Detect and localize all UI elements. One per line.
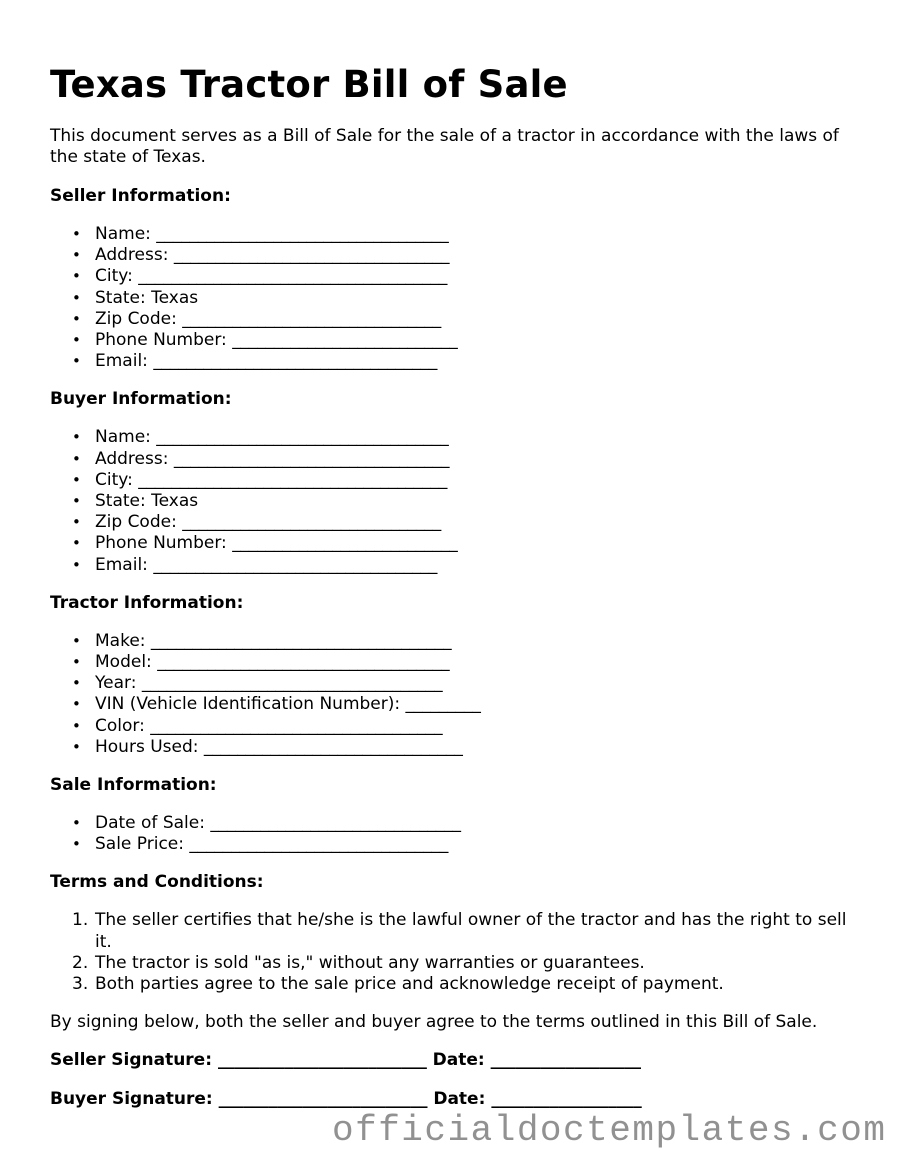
document-page — [50, 60, 865, 1128]
bullet-icon: • — [72, 449, 81, 468]
term-number: 2. — [72, 952, 89, 973]
bullet-icon: • — [72, 534, 81, 553]
buyer-signature-row — [50, 1089, 865, 1110]
terms-section-heading: Terms and Conditions: — [50, 872, 264, 893]
buyer-signature-label: Buyer Signature: — [50, 1089, 213, 1110]
buyer-name-field[interactable] — [50, 427, 865, 448]
tractor-hours-field[interactable] — [50, 737, 865, 758]
watermark: officialdoctemplates.com — [332, 1110, 887, 1151]
seller-name-field[interactable] — [50, 224, 865, 245]
bullet-icon: • — [72, 835, 81, 854]
field-label: Phone Number: — [95, 533, 227, 554]
term-number: 1. — [72, 910, 89, 931]
buyer-address-field[interactable] — [50, 449, 865, 470]
field-label: Color: — [95, 715, 145, 736]
field-blank[interactable]: _________________________________ — [173, 448, 450, 469]
field-value: Texas — [151, 287, 199, 308]
field-label: Phone Number: — [95, 330, 227, 351]
field-blank[interactable]: ___________________________________ — [150, 715, 443, 736]
document-title: Texas Tractor Bill of Sale — [50, 63, 568, 106]
buyer-zip-field[interactable] — [50, 512, 865, 533]
bullet-icon: • — [72, 470, 81, 489]
tractor-vin-field[interactable] — [50, 694, 865, 715]
buyer-email-field[interactable] — [50, 555, 865, 576]
buyer-section-heading: Buyer Information: — [50, 389, 232, 410]
term-number: 3. — [72, 974, 89, 995]
seller-date-label: Date: — [432, 1050, 485, 1071]
sale-fields-list — [50, 813, 865, 855]
seller-date-line[interactable]: __________________ — [490, 1050, 641, 1071]
seller-signature-label: Seller Signature: — [50, 1050, 213, 1071]
field-label: Name: — [95, 224, 151, 244]
bullet-icon: • — [72, 492, 81, 511]
bullet-icon: • — [72, 716, 81, 735]
field-blank[interactable]: ___________________________________ — [157, 652, 450, 673]
seller-signature-line[interactable]: _________________________ — [217, 1050, 427, 1071]
seller-email-field[interactable] — [50, 351, 865, 372]
seller-city-field[interactable] — [50, 266, 865, 287]
terms-item — [50, 953, 865, 974]
bullet-icon: • — [72, 352, 81, 371]
term-text: The seller certifies that he/she is the lawful owner of the tractor and has the right to sell it. — [95, 910, 847, 952]
field-label: Email: — [95, 554, 148, 575]
bullet-icon: • — [72, 331, 81, 350]
closing-statement: By signing below, both the seller and buyer agree to the terms outlined in this Bill of Sale. — [50, 1012, 818, 1033]
terms-list — [50, 910, 865, 995]
bullet-icon: • — [72, 674, 81, 693]
field-blank[interactable]: _________ — [405, 694, 481, 715]
bullet-icon: • — [72, 225, 81, 243]
field-blank[interactable]: _____________________________________ — [138, 469, 448, 490]
field-blank[interactable]: ___________________________ — [232, 330, 458, 351]
bullet-icon: • — [72, 428, 81, 447]
tractor-model-field[interactable] — [50, 652, 865, 673]
buyer-phone-field[interactable] — [50, 533, 865, 554]
field-blank[interactable]: _______________________________ — [189, 834, 449, 855]
bullet-icon: • — [72, 737, 81, 756]
buyer-fields-list — [50, 427, 865, 575]
buyer-date-label: Date: — [433, 1089, 486, 1110]
field-label: State: — [95, 287, 146, 308]
field-label: Email: — [95, 351, 148, 372]
tractor-fields-list — [50, 631, 865, 758]
tractor-make-field[interactable] — [50, 631, 865, 652]
buyer-state-field — [50, 491, 865, 512]
field-label: City: — [95, 266, 133, 287]
terms-item — [50, 974, 865, 995]
field-blank[interactable]: ______________________________ — [210, 813, 461, 834]
bullet-icon: • — [72, 631, 81, 650]
seller-section-heading: Seller Information: — [50, 186, 231, 206]
seller-fields-list — [50, 224, 865, 372]
sale-price-field[interactable] — [50, 834, 865, 855]
field-label: City: — [95, 469, 133, 490]
field-blank[interactable]: ____________________________________ — [150, 630, 452, 651]
field-label: Model: — [95, 652, 152, 673]
seller-phone-field[interactable] — [50, 330, 865, 351]
seller-zip-field[interactable] — [50, 309, 865, 330]
field-label: Name: — [95, 427, 151, 448]
field-blank[interactable]: _______________________________ — [182, 308, 442, 329]
bullet-icon: • — [72, 653, 81, 672]
field-blank[interactable]: _________________________________ — [173, 245, 450, 266]
seller-address-field[interactable] — [50, 245, 865, 266]
term-text: Both parties agree to the sale price and acknowledge receipt of payment. — [95, 974, 724, 995]
field-blank[interactable]: ___________________________________ — [156, 427, 449, 448]
field-blank[interactable]: _______________________________ — [182, 512, 442, 533]
bullet-icon: • — [72, 695, 81, 714]
field-label: Address: — [95, 448, 169, 469]
tractor-section-heading: Tractor Information: — [50, 592, 244, 613]
field-blank[interactable]: _____________________________________ — [138, 266, 448, 287]
intro-paragraph: This document serves as a Bill of Sale for the sale of a tractor in accordance with the laws of the state of Texas. — [50, 126, 839, 167]
field-label: Zip Code: — [95, 308, 177, 329]
field-label: VIN (Vehicle Identification Number): — [95, 694, 401, 715]
field-blank[interactable]: __________________________________ — [153, 351, 438, 372]
bullet-icon: • — [72, 814, 81, 833]
sale-section-heading: Sale Information: — [50, 775, 217, 796]
field-blank[interactable]: _______________________________ — [203, 736, 463, 757]
bullet-icon: • — [72, 309, 81, 328]
buyer-city-field[interactable] — [50, 470, 865, 491]
field-blank[interactable]: ___________________________________ — [156, 224, 449, 244]
bullet-icon: • — [72, 288, 81, 307]
tractor-color-field[interactable] — [50, 716, 865, 737]
term-text: The tractor is sold "as is," without any warranties or guarantees. — [95, 952, 645, 973]
field-label: Sale Price: — [95, 834, 184, 855]
field-blank[interactable]: ___________________________ — [232, 533, 458, 554]
field-label: Date of Sale: — [95, 813, 205, 834]
bullet-icon: • — [72, 555, 81, 574]
field-label: Make: — [95, 630, 146, 651]
field-blank[interactable]: __________________________________ — [153, 554, 438, 575]
bullet-icon: • — [72, 246, 81, 265]
field-label: Address: — [95, 245, 169, 266]
bullet-icon: • — [72, 513, 81, 532]
buyer-signature-line[interactable]: _________________________ — [218, 1089, 428, 1110]
field-label: Zip Code: — [95, 512, 177, 533]
seller-signature-row — [50, 1050, 865, 1071]
field-value: Texas — [151, 491, 199, 512]
field-label: Year: — [95, 673, 137, 694]
tractor-year-field[interactable] — [50, 673, 865, 694]
seller-state-field — [50, 288, 865, 309]
field-label: State: — [95, 491, 146, 512]
buyer-date-line[interactable]: __________________ — [491, 1089, 642, 1110]
field-label: Hours Used: — [95, 736, 199, 757]
sale-date-field[interactable] — [50, 813, 865, 834]
terms-item — [50, 910, 865, 952]
field-blank[interactable]: ____________________________________ — [141, 673, 443, 694]
bullet-icon: • — [72, 267, 81, 286]
